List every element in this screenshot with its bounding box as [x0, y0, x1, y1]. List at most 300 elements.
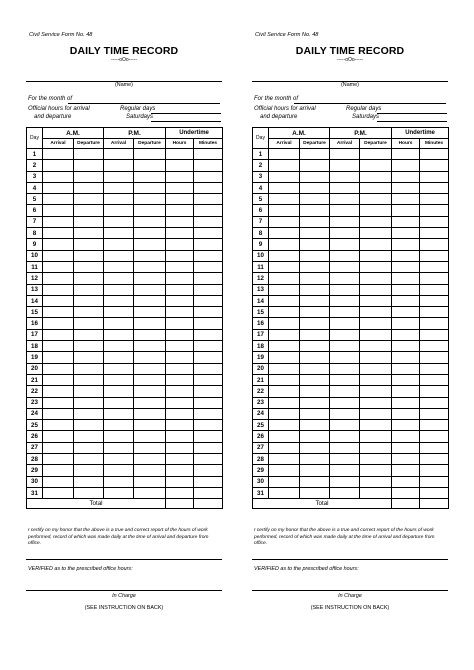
- arrival-pm-cell[interactable]: [330, 386, 360, 397]
- hours-cell[interactable]: [392, 431, 420, 442]
- departure-pm-cell[interactable]: [360, 352, 392, 363]
- arrival-pm-cell[interactable]: [104, 318, 134, 329]
- arrival-pm-cell[interactable]: [104, 420, 134, 431]
- minutes-cell[interactable]: [194, 228, 223, 239]
- hours-cell[interactable]: [166, 239, 194, 250]
- departure-am-cell[interactable]: [74, 307, 104, 318]
- departure-am-cell[interactable]: [300, 341, 330, 352]
- departure-am-cell[interactable]: [74, 295, 104, 306]
- minutes-cell[interactable]: [194, 454, 223, 465]
- arrival-pm-cell[interactable]: [104, 454, 134, 465]
- hours-cell[interactable]: [392, 352, 420, 363]
- arrival-pm-cell[interactable]: [330, 454, 360, 465]
- hours-cell[interactable]: [392, 397, 420, 408]
- hours-cell[interactable]: [166, 149, 194, 160]
- arrival-pm-cell[interactable]: [104, 476, 134, 487]
- minutes-cell[interactable]: [420, 420, 449, 431]
- arrival-am-cell[interactable]: [43, 363, 74, 374]
- hours-cell[interactable]: [392, 374, 420, 385]
- departure-pm-cell[interactable]: [360, 454, 392, 465]
- departure-pm-cell[interactable]: [360, 465, 392, 476]
- departure-pm-cell[interactable]: [360, 397, 392, 408]
- arrival-am-cell[interactable]: [43, 431, 74, 442]
- arrival-pm-cell[interactable]: [330, 487, 360, 498]
- arrival-pm-cell[interactable]: [330, 408, 360, 419]
- minutes-cell[interactable]: [194, 363, 223, 374]
- departure-pm-cell[interactable]: [360, 228, 392, 239]
- departure-am-cell[interactable]: [300, 318, 330, 329]
- departure-am-cell[interactable]: [74, 273, 104, 284]
- arrival-am-cell[interactable]: [269, 261, 300, 272]
- departure-am-cell[interactable]: [300, 205, 330, 216]
- hours-cell[interactable]: [392, 182, 420, 193]
- arrival-am-cell[interactable]: [43, 408, 74, 419]
- departure-am-cell[interactable]: [74, 352, 104, 363]
- hours-cell[interactable]: [392, 284, 420, 295]
- departure-am-cell[interactable]: [74, 239, 104, 250]
- arrival-am-cell[interactable]: [269, 363, 300, 374]
- hours-cell[interactable]: [166, 352, 194, 363]
- hours-cell[interactable]: [392, 341, 420, 352]
- arrival-am-cell[interactable]: [43, 216, 74, 227]
- hours-cell[interactable]: [166, 397, 194, 408]
- minutes-cell[interactable]: [194, 408, 223, 419]
- departure-am-cell[interactable]: [74, 397, 104, 408]
- departure-pm-cell[interactable]: [134, 318, 166, 329]
- arrival-am-cell[interactable]: [269, 487, 300, 498]
- hours-cell[interactable]: [392, 454, 420, 465]
- arrival-am-cell[interactable]: [43, 149, 74, 160]
- departure-pm-cell[interactable]: [134, 216, 166, 227]
- hours-cell[interactable]: [166, 182, 194, 193]
- departure-pm-cell[interactable]: [360, 216, 392, 227]
- arrival-pm-cell[interactable]: [104, 386, 134, 397]
- arrival-am-cell[interactable]: [43, 420, 74, 431]
- arrival-am-cell[interactable]: [269, 442, 300, 453]
- arrival-am-cell[interactable]: [269, 295, 300, 306]
- hours-cell[interactable]: [166, 171, 194, 182]
- minutes-cell[interactable]: [194, 352, 223, 363]
- departure-pm-cell[interactable]: [134, 194, 166, 205]
- arrival-pm-cell[interactable]: [330, 341, 360, 352]
- arrival-pm-cell[interactable]: [104, 329, 134, 340]
- minutes-cell[interactable]: [420, 454, 449, 465]
- arrival-pm-cell[interactable]: [104, 341, 134, 352]
- departure-pm-cell[interactable]: [360, 160, 392, 171]
- hours-cell[interactable]: [166, 261, 194, 272]
- arrival-am-cell[interactable]: [269, 194, 300, 205]
- arrival-am-cell[interactable]: [43, 228, 74, 239]
- minutes-cell[interactable]: [194, 205, 223, 216]
- minutes-cell[interactable]: [420, 341, 449, 352]
- minutes-cell[interactable]: [420, 352, 449, 363]
- arrival-pm-cell[interactable]: [104, 408, 134, 419]
- departure-am-cell[interactable]: [300, 487, 330, 498]
- minutes-cell[interactable]: [194, 487, 223, 498]
- arrival-pm-cell[interactable]: [104, 239, 134, 250]
- arrival-am-cell[interactable]: [269, 408, 300, 419]
- departure-am-cell[interactable]: [300, 149, 330, 160]
- arrival-am-cell[interactable]: [269, 182, 300, 193]
- hours-cell[interactable]: [392, 386, 420, 397]
- hours-cell[interactable]: [166, 341, 194, 352]
- arrival-pm-cell[interactable]: [104, 487, 134, 498]
- minutes-cell[interactable]: [420, 171, 449, 182]
- departure-am-cell[interactable]: [300, 442, 330, 453]
- departure-am-cell[interactable]: [300, 182, 330, 193]
- departure-am-cell[interactable]: [74, 374, 104, 385]
- arrival-am-cell[interactable]: [269, 149, 300, 160]
- arrival-am-cell[interactable]: [269, 431, 300, 442]
- departure-pm-cell[interactable]: [360, 363, 392, 374]
- departure-pm-cell[interactable]: [360, 171, 392, 182]
- departure-pm-cell[interactable]: [134, 284, 166, 295]
- arrival-am-cell[interactable]: [269, 228, 300, 239]
- minutes-cell[interactable]: [194, 261, 223, 272]
- departure-am-cell[interactable]: [74, 465, 104, 476]
- arrival-am-cell[interactable]: [43, 261, 74, 272]
- arrival-am-cell[interactable]: [269, 329, 300, 340]
- arrival-pm-cell[interactable]: [330, 352, 360, 363]
- arrival-am-cell[interactable]: [269, 171, 300, 182]
- hours-cell[interactable]: [166, 431, 194, 442]
- departure-am-cell[interactable]: [300, 352, 330, 363]
- minutes-cell[interactable]: [420, 431, 449, 442]
- departure-am-cell[interactable]: [74, 487, 104, 498]
- total-hours-cell[interactable]: [392, 499, 420, 509]
- departure-pm-cell[interactable]: [134, 182, 166, 193]
- arrival-am-cell[interactable]: [43, 171, 74, 182]
- departure-pm-cell[interactable]: [134, 374, 166, 385]
- arrival-am-cell[interactable]: [269, 420, 300, 431]
- arrival-pm-cell[interactable]: [330, 171, 360, 182]
- minutes-cell[interactable]: [194, 284, 223, 295]
- arrival-pm-cell[interactable]: [330, 329, 360, 340]
- minutes-cell[interactable]: [420, 465, 449, 476]
- minutes-cell[interactable]: [420, 397, 449, 408]
- hours-cell[interactable]: [392, 160, 420, 171]
- minutes-cell[interactable]: [194, 307, 223, 318]
- total-hours-cell[interactable]: [166, 499, 194, 509]
- departure-pm-cell[interactable]: [360, 250, 392, 261]
- hours-cell[interactable]: [166, 454, 194, 465]
- arrival-pm-cell[interactable]: [330, 160, 360, 171]
- departure-pm-cell[interactable]: [134, 442, 166, 453]
- minutes-cell[interactable]: [420, 228, 449, 239]
- departure-am-cell[interactable]: [74, 182, 104, 193]
- minutes-cell[interactable]: [420, 160, 449, 171]
- departure-pm-cell[interactable]: [134, 352, 166, 363]
- departure-am-cell[interactable]: [300, 284, 330, 295]
- minutes-cell[interactable]: [420, 284, 449, 295]
- hours-cell[interactable]: [392, 363, 420, 374]
- departure-pm-cell[interactable]: [134, 149, 166, 160]
- departure-am-cell[interactable]: [300, 250, 330, 261]
- departure-am-cell[interactable]: [74, 216, 104, 227]
- minutes-cell[interactable]: [420, 216, 449, 227]
- arrival-am-cell[interactable]: [43, 273, 74, 284]
- departure-am-cell[interactable]: [300, 261, 330, 272]
- arrival-pm-cell[interactable]: [330, 228, 360, 239]
- arrival-am-cell[interactable]: [269, 318, 300, 329]
- arrival-am-cell[interactable]: [43, 329, 74, 340]
- departure-pm-cell[interactable]: [360, 408, 392, 419]
- minutes-cell[interactable]: [194, 160, 223, 171]
- arrival-pm-cell[interactable]: [330, 307, 360, 318]
- departure-am-cell[interactable]: [300, 397, 330, 408]
- minutes-cell[interactable]: [420, 149, 449, 160]
- minutes-cell[interactable]: [194, 149, 223, 160]
- hours-cell[interactable]: [392, 228, 420, 239]
- arrival-am-cell[interactable]: [43, 397, 74, 408]
- departure-pm-cell[interactable]: [134, 171, 166, 182]
- hours-cell[interactable]: [166, 205, 194, 216]
- arrival-am-cell[interactable]: [269, 307, 300, 318]
- arrival-pm-cell[interactable]: [104, 307, 134, 318]
- arrival-am-cell[interactable]: [43, 239, 74, 250]
- hours-cell[interactable]: [166, 465, 194, 476]
- minutes-cell[interactable]: [194, 239, 223, 250]
- arrival-am-cell[interactable]: [269, 386, 300, 397]
- minutes-cell[interactable]: [194, 420, 223, 431]
- departure-am-cell[interactable]: [74, 250, 104, 261]
- arrival-pm-cell[interactable]: [104, 442, 134, 453]
- hours-cell[interactable]: [166, 228, 194, 239]
- departure-am-cell[interactable]: [300, 160, 330, 171]
- minutes-cell[interactable]: [420, 476, 449, 487]
- hours-cell[interactable]: [166, 442, 194, 453]
- departure-am-cell[interactable]: [74, 476, 104, 487]
- hours-cell[interactable]: [166, 363, 194, 374]
- arrival-am-cell[interactable]: [43, 386, 74, 397]
- arrival-pm-cell[interactable]: [104, 261, 134, 272]
- departure-pm-cell[interactable]: [360, 295, 392, 306]
- hours-cell[interactable]: [392, 307, 420, 318]
- arrival-am-cell[interactable]: [43, 454, 74, 465]
- departure-am-cell[interactable]: [74, 408, 104, 419]
- hours-cell[interactable]: [166, 284, 194, 295]
- total-minutes-cell[interactable]: [420, 499, 449, 509]
- departure-am-cell[interactable]: [74, 228, 104, 239]
- departure-pm-cell[interactable]: [134, 397, 166, 408]
- hours-cell[interactable]: [166, 307, 194, 318]
- departure-pm-cell[interactable]: [134, 228, 166, 239]
- minutes-cell[interactable]: [194, 465, 223, 476]
- arrival-am-cell[interactable]: [269, 205, 300, 216]
- departure-am-cell[interactable]: [300, 420, 330, 431]
- departure-am-cell[interactable]: [74, 318, 104, 329]
- departure-pm-cell[interactable]: [134, 363, 166, 374]
- departure-am-cell[interactable]: [74, 431, 104, 442]
- arrival-pm-cell[interactable]: [330, 295, 360, 306]
- arrival-pm-cell[interactable]: [330, 420, 360, 431]
- arrival-pm-cell[interactable]: [104, 160, 134, 171]
- departure-am-cell[interactable]: [74, 205, 104, 216]
- departure-pm-cell[interactable]: [360, 386, 392, 397]
- hours-cell[interactable]: [392, 261, 420, 272]
- minutes-cell[interactable]: [420, 273, 449, 284]
- minutes-cell[interactable]: [194, 397, 223, 408]
- arrival-pm-cell[interactable]: [330, 182, 360, 193]
- departure-pm-cell[interactable]: [360, 149, 392, 160]
- minutes-cell[interactable]: [194, 194, 223, 205]
- arrival-am-cell[interactable]: [269, 160, 300, 171]
- arrival-am-cell[interactable]: [43, 374, 74, 385]
- minutes-cell[interactable]: [420, 295, 449, 306]
- departure-am-cell[interactable]: [300, 239, 330, 250]
- departure-pm-cell[interactable]: [360, 431, 392, 442]
- minutes-cell[interactable]: [420, 205, 449, 216]
- departure-pm-cell[interactable]: [134, 487, 166, 498]
- departure-pm-cell[interactable]: [360, 329, 392, 340]
- minutes-cell[interactable]: [194, 318, 223, 329]
- minutes-cell[interactable]: [194, 273, 223, 284]
- minutes-cell[interactable]: [194, 171, 223, 182]
- arrival-pm-cell[interactable]: [330, 284, 360, 295]
- minutes-cell[interactable]: [194, 295, 223, 306]
- departure-am-cell[interactable]: [74, 386, 104, 397]
- departure-pm-cell[interactable]: [134, 250, 166, 261]
- hours-cell[interactable]: [392, 420, 420, 431]
- departure-pm-cell[interactable]: [134, 386, 166, 397]
- arrival-pm-cell[interactable]: [330, 239, 360, 250]
- arrival-pm-cell[interactable]: [330, 194, 360, 205]
- hours-cell[interactable]: [392, 273, 420, 284]
- minutes-cell[interactable]: [420, 239, 449, 250]
- arrival-pm-cell[interactable]: [104, 295, 134, 306]
- arrival-am-cell[interactable]: [269, 250, 300, 261]
- departure-am-cell[interactable]: [300, 307, 330, 318]
- minutes-cell[interactable]: [194, 476, 223, 487]
- arrival-am-cell[interactable]: [43, 487, 74, 498]
- departure-am-cell[interactable]: [74, 363, 104, 374]
- departure-pm-cell[interactable]: [134, 160, 166, 171]
- departure-am-cell[interactable]: [74, 149, 104, 160]
- minutes-cell[interactable]: [194, 250, 223, 261]
- arrival-am-cell[interactable]: [269, 397, 300, 408]
- arrival-am-cell[interactable]: [43, 295, 74, 306]
- arrival-pm-cell[interactable]: [330, 465, 360, 476]
- departure-pm-cell[interactable]: [360, 442, 392, 453]
- departure-pm-cell[interactable]: [134, 295, 166, 306]
- hours-cell[interactable]: [392, 171, 420, 182]
- arrival-pm-cell[interactable]: [330, 442, 360, 453]
- arrival-pm-cell[interactable]: [104, 149, 134, 160]
- arrival-am-cell[interactable]: [43, 476, 74, 487]
- minutes-cell[interactable]: [420, 487, 449, 498]
- hours-cell[interactable]: [392, 487, 420, 498]
- arrival-pm-cell[interactable]: [330, 397, 360, 408]
- arrival-am-cell[interactable]: [269, 454, 300, 465]
- arrival-pm-cell[interactable]: [104, 205, 134, 216]
- departure-pm-cell[interactable]: [134, 341, 166, 352]
- minutes-cell[interactable]: [194, 329, 223, 340]
- hours-cell[interactable]: [392, 216, 420, 227]
- departure-pm-cell[interactable]: [360, 487, 392, 498]
- departure-pm-cell[interactable]: [134, 431, 166, 442]
- departure-pm-cell[interactable]: [360, 261, 392, 272]
- total-minutes-cell[interactable]: [194, 499, 223, 509]
- departure-pm-cell[interactable]: [360, 205, 392, 216]
- hours-cell[interactable]: [392, 205, 420, 216]
- arrival-pm-cell[interactable]: [104, 194, 134, 205]
- hours-cell[interactable]: [166, 329, 194, 340]
- departure-pm-cell[interactable]: [134, 454, 166, 465]
- arrival-am-cell[interactable]: [43, 250, 74, 261]
- departure-pm-cell[interactable]: [134, 329, 166, 340]
- arrival-pm-cell[interactable]: [330, 431, 360, 442]
- departure-pm-cell[interactable]: [134, 476, 166, 487]
- hours-cell[interactable]: [166, 476, 194, 487]
- arrival-am-cell[interactable]: [269, 216, 300, 227]
- hours-cell[interactable]: [166, 408, 194, 419]
- arrival-am-cell[interactable]: [269, 352, 300, 363]
- departure-pm-cell[interactable]: [134, 420, 166, 431]
- departure-am-cell[interactable]: [74, 284, 104, 295]
- minutes-cell[interactable]: [420, 374, 449, 385]
- departure-pm-cell[interactable]: [134, 273, 166, 284]
- hours-cell[interactable]: [166, 273, 194, 284]
- hours-cell[interactable]: [166, 295, 194, 306]
- departure-pm-cell[interactable]: [360, 239, 392, 250]
- hours-cell[interactable]: [166, 160, 194, 171]
- departure-am-cell[interactable]: [300, 329, 330, 340]
- arrival-pm-cell[interactable]: [104, 465, 134, 476]
- departure-pm-cell[interactable]: [134, 307, 166, 318]
- minutes-cell[interactable]: [420, 363, 449, 374]
- departure-pm-cell[interactable]: [360, 284, 392, 295]
- arrival-am-cell[interactable]: [43, 442, 74, 453]
- departure-am-cell[interactable]: [74, 194, 104, 205]
- departure-pm-cell[interactable]: [360, 194, 392, 205]
- departure-pm-cell[interactable]: [134, 239, 166, 250]
- arrival-pm-cell[interactable]: [104, 228, 134, 239]
- hours-cell[interactable]: [166, 250, 194, 261]
- arrival-am-cell[interactable]: [43, 160, 74, 171]
- departure-am-cell[interactable]: [74, 341, 104, 352]
- hours-cell[interactable]: [392, 318, 420, 329]
- arrival-am-cell[interactable]: [43, 352, 74, 363]
- arrival-am-cell[interactable]: [269, 476, 300, 487]
- departure-pm-cell[interactable]: [360, 374, 392, 385]
- minutes-cell[interactable]: [194, 431, 223, 442]
- departure-am-cell[interactable]: [74, 442, 104, 453]
- departure-pm-cell[interactable]: [134, 261, 166, 272]
- arrival-pm-cell[interactable]: [104, 216, 134, 227]
- arrival-pm-cell[interactable]: [104, 363, 134, 374]
- arrival-pm-cell[interactable]: [330, 216, 360, 227]
- minutes-cell[interactable]: [420, 250, 449, 261]
- hours-cell[interactable]: [166, 487, 194, 498]
- arrival-am-cell[interactable]: [43, 205, 74, 216]
- departure-am-cell[interactable]: [74, 329, 104, 340]
- departure-pm-cell[interactable]: [360, 273, 392, 284]
- arrival-pm-cell[interactable]: [330, 476, 360, 487]
- arrival-am-cell[interactable]: [269, 239, 300, 250]
- minutes-cell[interactable]: [194, 442, 223, 453]
- hours-cell[interactable]: [392, 239, 420, 250]
- minutes-cell[interactable]: [194, 386, 223, 397]
- departure-pm-cell[interactable]: [360, 420, 392, 431]
- hours-cell[interactable]: [166, 386, 194, 397]
- hours-cell[interactable]: [392, 476, 420, 487]
- departure-am-cell[interactable]: [300, 194, 330, 205]
- arrival-pm-cell[interactable]: [330, 205, 360, 216]
- departure-am-cell[interactable]: [300, 408, 330, 419]
- departure-am-cell[interactable]: [300, 273, 330, 284]
- departure-pm-cell[interactable]: [360, 476, 392, 487]
- arrival-pm-cell[interactable]: [330, 374, 360, 385]
